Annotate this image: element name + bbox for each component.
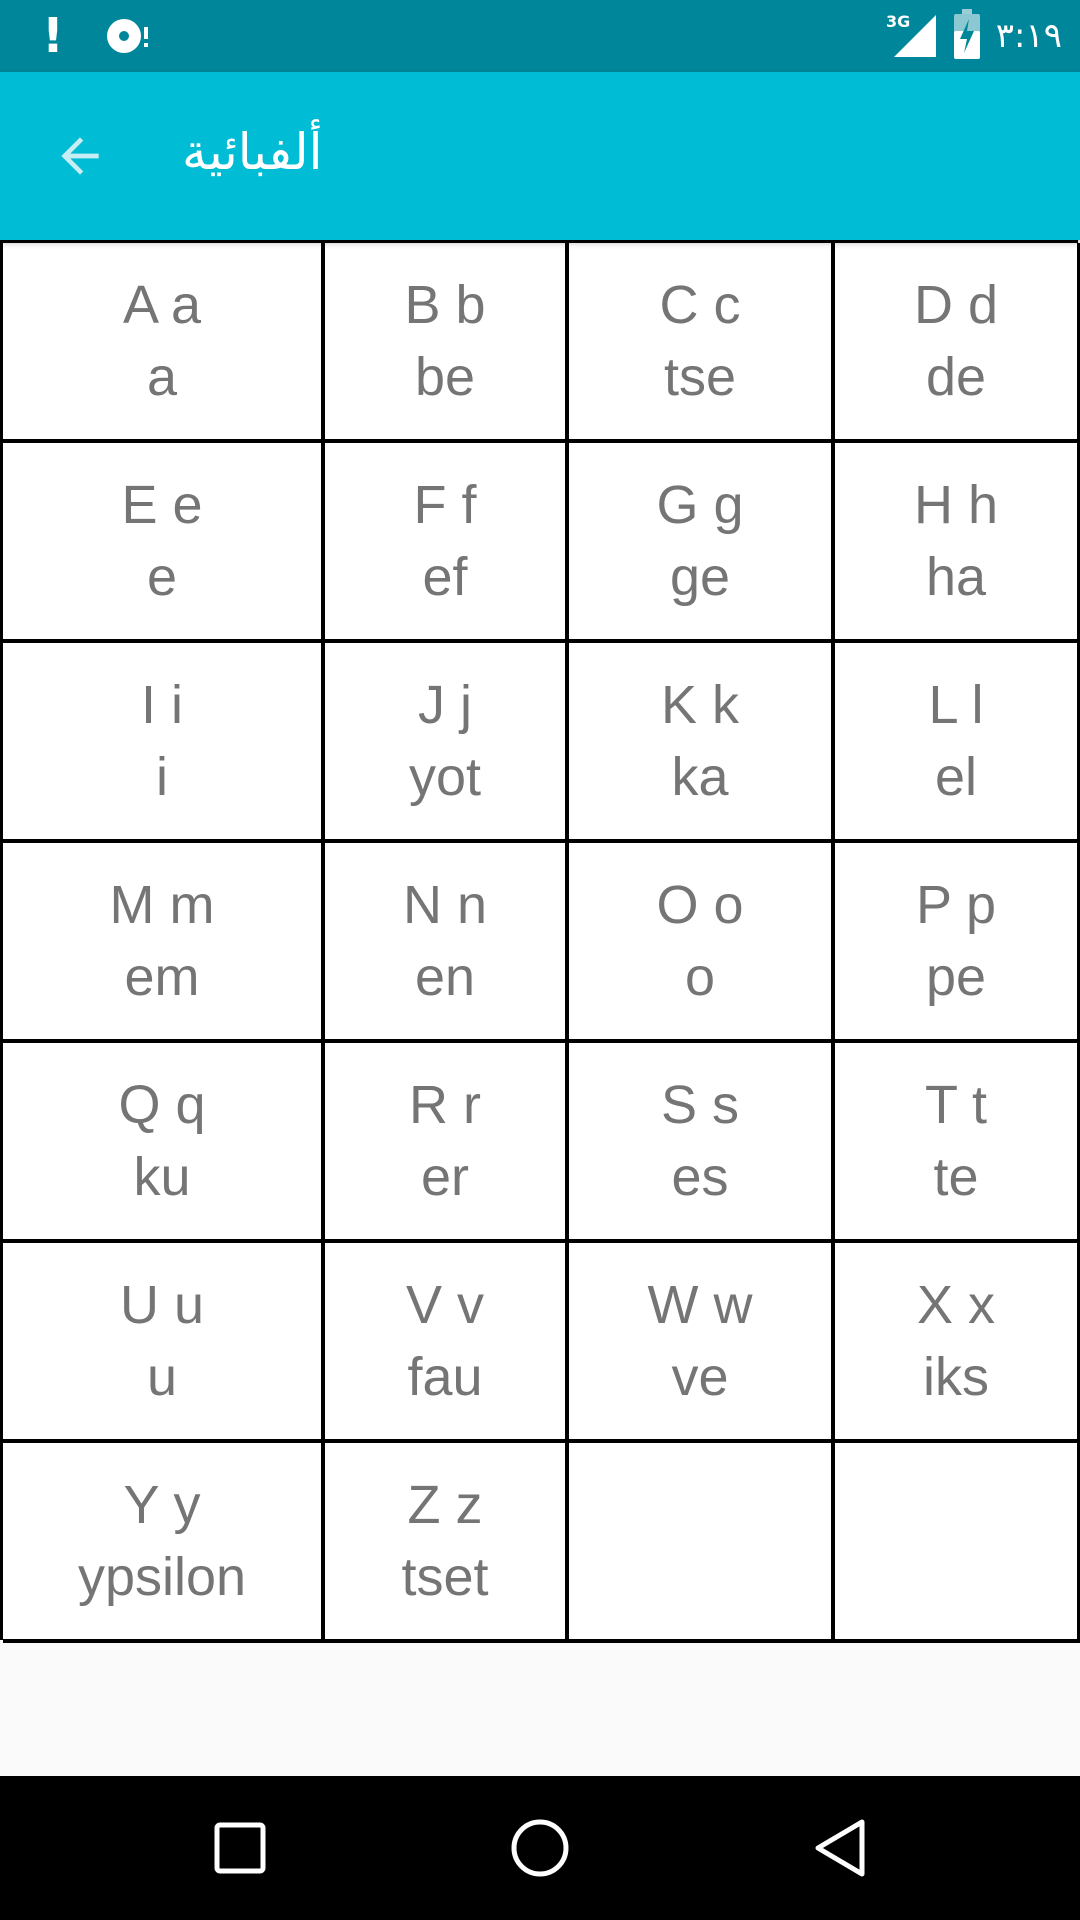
- status-right-icons: [886, 8, 1062, 64]
- letter-cell[interactable]: [835, 443, 1080, 643]
- back-nav-button[interactable]: [804, 1812, 876, 1884]
- letter-pair: Y y: [123, 1475, 201, 1535]
- letter-pair: Q q: [118, 1075, 206, 1135]
- letter-name: tse: [663, 347, 737, 407]
- letter-pair: D d: [913, 275, 999, 335]
- letter-cell[interactable]: [325, 1043, 569, 1243]
- letter-cell[interactable]: [3, 1043, 325, 1243]
- letter-name: ypsilon: [77, 1547, 247, 1607]
- letter-cell[interactable]: [569, 243, 835, 443]
- letter-pair: X x: [916, 1275, 996, 1335]
- letter-cell[interactable]: [3, 443, 325, 643]
- letter-pair: N n: [402, 875, 488, 935]
- letter-pair: I i: [140, 675, 183, 735]
- letter-name: tset: [401, 1547, 489, 1607]
- letter-cell[interactable]: [835, 1243, 1080, 1443]
- letter-pair: M m: [109, 875, 215, 935]
- arrow-back-icon: [52, 128, 108, 184]
- letter-cell[interactable]: [325, 443, 569, 643]
- letter-pair: H h: [913, 475, 999, 535]
- recents-square-icon: [214, 1822, 266, 1874]
- letter-pair: F f: [413, 475, 477, 535]
- letter-cell[interactable]: [569, 643, 835, 843]
- status-bar: [0, 0, 1080, 72]
- letter-name: ka: [671, 747, 729, 807]
- letter-name: em: [124, 947, 200, 1007]
- letter-name: en: [414, 947, 476, 1007]
- letter-name: ge: [669, 547, 731, 607]
- recents-button[interactable]: [204, 1812, 276, 1884]
- home-circle-icon: [510, 1818, 570, 1878]
- letter-name: er: [420, 1147, 469, 1207]
- letter-cell[interactable]: [835, 643, 1080, 843]
- letter-cell[interactable]: [3, 643, 325, 843]
- letter-cell[interactable]: [569, 1043, 835, 1243]
- letter-name: ef: [422, 547, 468, 607]
- letter-cell[interactable]: [3, 1243, 325, 1443]
- letter-cell[interactable]: [325, 243, 569, 443]
- letter-cell[interactable]: [3, 1443, 325, 1643]
- letter-cell[interactable]: [325, 643, 569, 843]
- back-button[interactable]: [44, 120, 116, 192]
- battery-charging-icon: [952, 9, 982, 64]
- letter-cell[interactable]: [835, 243, 1080, 443]
- app-bar: [0, 72, 1080, 240]
- network-type-label: 3G: [885, 11, 911, 31]
- letter-name: fau: [407, 1347, 483, 1407]
- back-triangle-icon: [812, 1818, 868, 1878]
- page-title: ألفبائية: [182, 123, 323, 181]
- letter-cell[interactable]: [325, 1443, 569, 1643]
- letter-name: pe: [925, 947, 987, 1007]
- letter-name: yot: [408, 747, 482, 807]
- letter-cell[interactable]: [3, 243, 325, 443]
- letter-pair: P p: [915, 875, 997, 935]
- letter-name: i: [156, 747, 168, 807]
- letter-cell[interactable]: [325, 843, 569, 1043]
- empty-cell: [569, 1443, 835, 1643]
- letter-name: te: [933, 1147, 979, 1207]
- letter-name: ha: [925, 547, 987, 607]
- letter-pair: W w: [647, 1275, 753, 1335]
- letter-name: be: [414, 347, 476, 407]
- letter-pair: R r: [409, 1075, 481, 1135]
- letter-pair: G g: [656, 475, 744, 535]
- home-button[interactable]: [504, 1812, 576, 1884]
- letter-pair: Z z: [407, 1475, 483, 1535]
- letter-name: es: [671, 1147, 729, 1207]
- letter-name: u: [146, 1347, 178, 1407]
- letter-name: a: [146, 347, 178, 407]
- letter-pair: A a: [122, 275, 202, 335]
- alphabet-grid: [0, 240, 1078, 1640]
- signal-icon: [886, 11, 938, 62]
- letter-pair: B b: [404, 275, 486, 335]
- letter-pair: L l: [928, 675, 984, 735]
- letter-name: iks: [923, 1347, 989, 1407]
- letter-name: ve: [671, 1347, 729, 1407]
- status-left-icons: [42, 10, 150, 62]
- letter-pair: U u: [119, 1275, 205, 1335]
- letter-pair: J j: [418, 675, 472, 735]
- letter-cell[interactable]: [569, 443, 835, 643]
- letter-pair: C c: [659, 275, 741, 335]
- letter-cell[interactable]: [569, 843, 835, 1043]
- letter-cell[interactable]: [3, 843, 325, 1043]
- letter-name: e: [146, 547, 178, 607]
- letter-name: ku: [133, 1147, 191, 1207]
- letter-pair: O o: [656, 875, 744, 935]
- letter-pair: E e: [121, 475, 203, 535]
- empty-cell: [835, 1443, 1080, 1643]
- letter-pair: K k: [660, 675, 740, 735]
- alert-icon: !: [42, 8, 64, 64]
- letter-name: o: [684, 947, 716, 1007]
- navigation-bar: [0, 1776, 1080, 1920]
- letter-pair: S s: [660, 1075, 740, 1135]
- letter-name: de: [925, 347, 987, 407]
- letter-cell[interactable]: [569, 1243, 835, 1443]
- letter-cell[interactable]: [835, 1043, 1080, 1243]
- letter-cell[interactable]: [325, 1243, 569, 1443]
- disc-alert-icon: [104, 13, 150, 59]
- letter-name: el: [934, 747, 978, 807]
- status-clock: ٣:١٩: [995, 16, 1062, 56]
- letter-cell[interactable]: [835, 843, 1080, 1043]
- letter-pair: T t: [924, 1075, 987, 1135]
- letter-pair: V v: [405, 1275, 485, 1335]
